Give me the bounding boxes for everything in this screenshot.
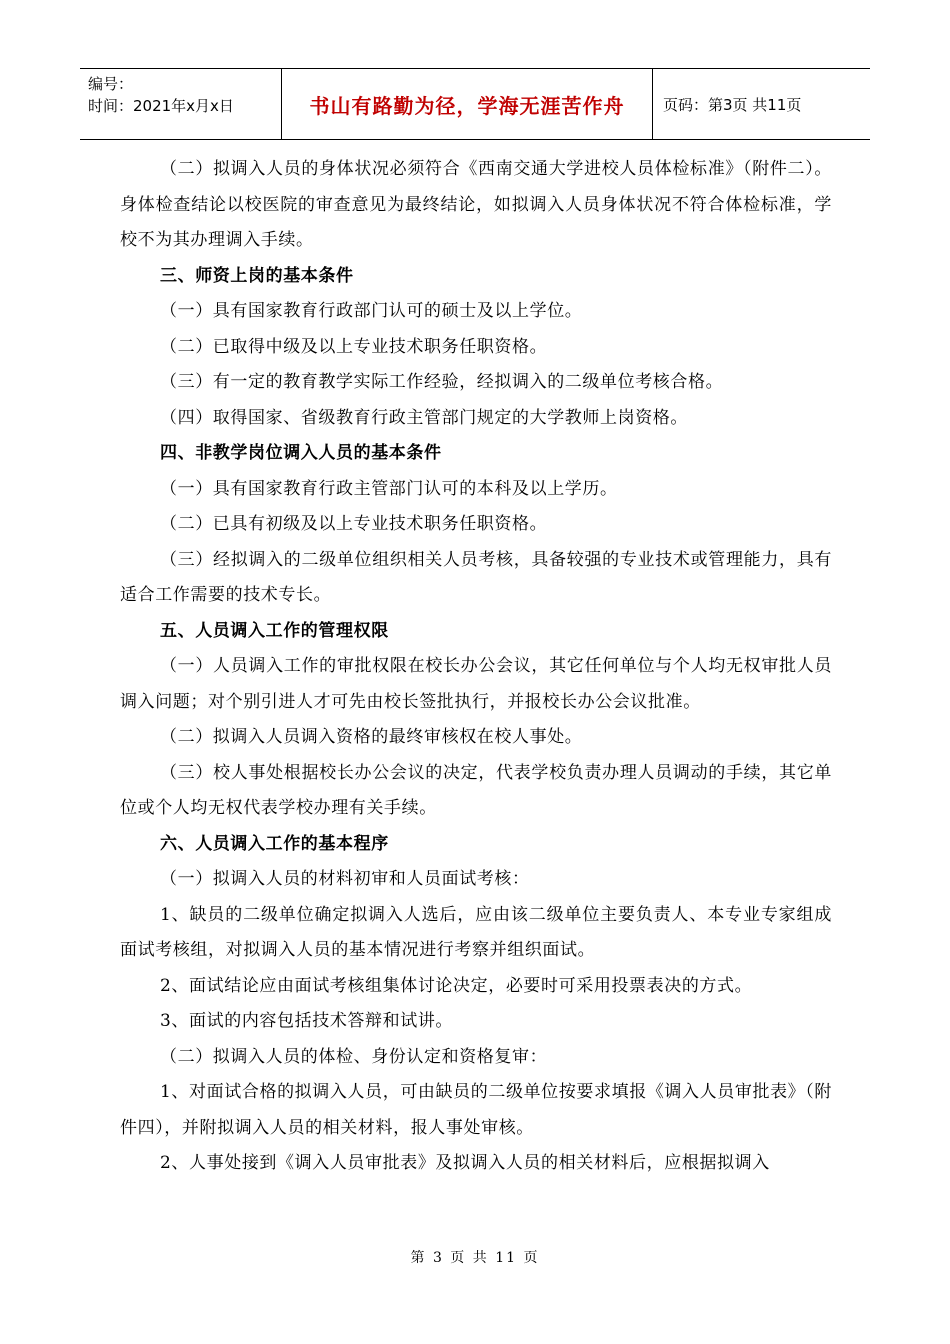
page-footer: 第 3 页 共 11 页 [410, 1250, 540, 1266]
paragraph: （三）经拟调入的二级单位组织相关人员考核，具备较强的专业技术或管理能力，具有适合工作需要的技术专长。 [120, 549, 832, 605]
paragraph: 1、对面试合格的拟调入人员，可由缺员的二级单位按要求填报《调入人员审批表》（附件四），并附拟调入人员的相关材料，报人事处审核。 [120, 1082, 832, 1138]
paragraph: （一）人员调入工作的审批权限在校长办公会议，其它任何单位与个人均无权审批人员调入问题；对个别引进人才可先由校长签批执行，并报校长办公会议批准。 [120, 656, 832, 712]
section-heading: 四、非教学岗位调入人员的基本条件 [160, 443, 442, 463]
document-body [120, 152, 832, 1182]
header-table [80, 68, 870, 140]
paragraph: 3、面试的内容包括技术答辩和试讲。 [160, 1011, 454, 1031]
header-meta-cell [80, 69, 282, 139]
paragraph: （一）具有国家教育行政主管部门认可的本科及以上学历。 [160, 478, 618, 499]
header-motto-cell [282, 69, 653, 139]
paragraph: 1、缺员的二级单位确定拟调入人选后，应由该二级单位主要负责人、本专业专家组成面试考核组，对拟调入人员的基本情况进行考察并组织面试。 [120, 904, 832, 960]
paragraph: （二）拟调入人员调入资格的最终审核权在校人事处。 [160, 727, 583, 747]
paragraph: 2、人事处接到《调入人员审批表》及拟调入人员的相关材料后，应根据拟调入 [160, 1153, 770, 1173]
page-info: 页码：第3页 共11页 [663, 95, 802, 114]
section-heading: 三、师资上岗的基本条件 [160, 265, 354, 286]
header-page-cell [653, 69, 870, 139]
paragraph: （二）拟调入人员的身体状况必须符合《西南交通大学进校人员体检标准》（附件二）。身体检查结论以校医院的审查意见为最终结论，如拟调入人员身体状况不符合体检标准，学校不为其办理调入手续。 [120, 159, 832, 250]
paragraph: （二）拟调入人员的体检、身份认定和资格复审： [160, 1046, 548, 1067]
time-label: 时间：2021年x月x日 [88, 97, 234, 115]
section-heading: 五、人员调入工作的管理权限 [160, 620, 389, 641]
number-label: 编号： [88, 75, 134, 93]
paragraph: （二）已取得中级及以上专业技术职务任职资格。 [160, 336, 548, 357]
paragraph: （一）拟调入人员的材料初审和人员面试考核： [160, 869, 530, 889]
paragraph: （一）具有国家教育行政部门认可的硕士及以上学位。 [160, 301, 583, 321]
paragraph: （四）取得国家、省级教育行政主管部门规定的大学教师上岗资格。 [160, 407, 688, 428]
motto: 书山有路勤为径，学海无涯苦作舟 [309, 93, 625, 118]
section-heading: 六、人员调入工作的基本程序 [160, 833, 389, 854]
paragraph: （二）已具有初级及以上专业技术职务任职资格。 [160, 514, 548, 534]
paragraph: （三）校人事处根据校长办公会议的决定，代表学校负责办理人员调动的手续，其它单位或个人均无权代表学校办理有关手续。 [120, 762, 832, 818]
paragraph: （三）有一定的教育教学实际工作经验，经拟调入的二级单位考核合格。 [160, 372, 724, 392]
paragraph: 2、面试结论应由面试考核组集体讨论决定，必要时可采用投票表决的方式。 [160, 975, 753, 996]
